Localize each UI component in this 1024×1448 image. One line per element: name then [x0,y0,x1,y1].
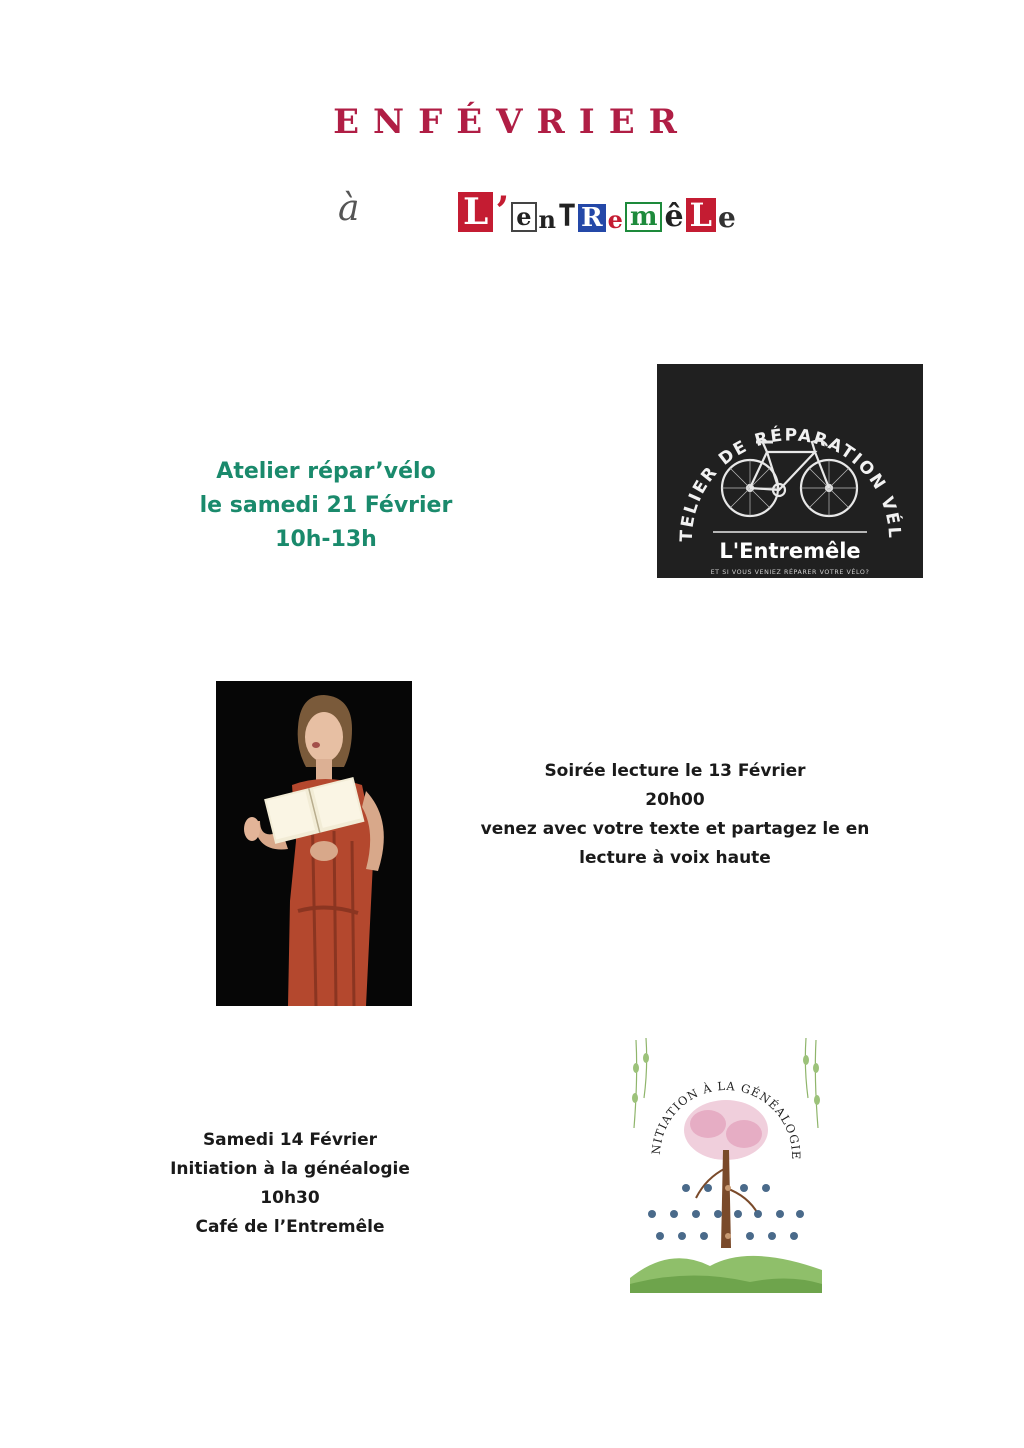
bike-poster-graphic [657,364,923,578]
event-lecture-text [480,757,870,873]
brand-letter: n [538,205,556,234]
brand-letter: m [625,202,663,232]
brand-letter: e [718,201,736,234]
brand-letter: L [458,192,493,232]
brand-letter: e [607,205,623,234]
header-connector: à [338,188,360,229]
brand-letter: ’ [495,188,510,235]
bike-poster-tagline: ET SI VOUS VENIEZ RÉPARER VOTRE VÉLO? [710,569,870,576]
event-genealogie-text [160,1126,420,1242]
event-lecture-line: lecture à voix haute [579,848,771,868]
event-genealogie-line: Café de l’Entremêle [195,1217,385,1237]
event-genealogie-line: 10h30 [260,1188,320,1208]
event-genealogie-line: Initiation à la généalogie [170,1159,410,1179]
genealogy-poster-graphic [630,1038,822,1293]
reading-woman-photo [216,681,412,1006]
event-velo-line: le samedi 21 Février [199,493,453,518]
brand-letter: L [686,198,717,232]
reading-woman-illustration [216,681,412,1006]
brand-letter: ê [664,199,684,234]
genealogy-poster-arc-text: NITIATION À LA GÉNÉALOGIE [648,1078,804,1161]
bike-repair-poster [657,364,923,578]
event-velo-text [196,455,456,557]
event-velo-line: 10h-13h [275,527,377,552]
brand-letter: R [578,204,606,232]
brand-logo [458,184,736,235]
event-velo-line: Atelier répar’vélo [216,459,436,484]
event-lecture-line: Soirée lecture le 13 Février [544,761,806,781]
event-lecture-line: venez avec votre texte et partagez le en [480,819,870,839]
page-title: ENFÉVRIER [333,102,691,142]
bike-poster-arc-text: TELIER DE RÉPARATION VÉL [676,425,905,543]
bike-poster-name: L'Entremêle [719,539,861,563]
event-genealogie-line: Samedi 14 Février [202,1130,378,1150]
brand-letter: T [557,199,577,234]
genealogy-poster [630,1038,822,1293]
event-lecture-line: 20h00 [645,790,705,810]
brand-letter: e [511,202,536,232]
